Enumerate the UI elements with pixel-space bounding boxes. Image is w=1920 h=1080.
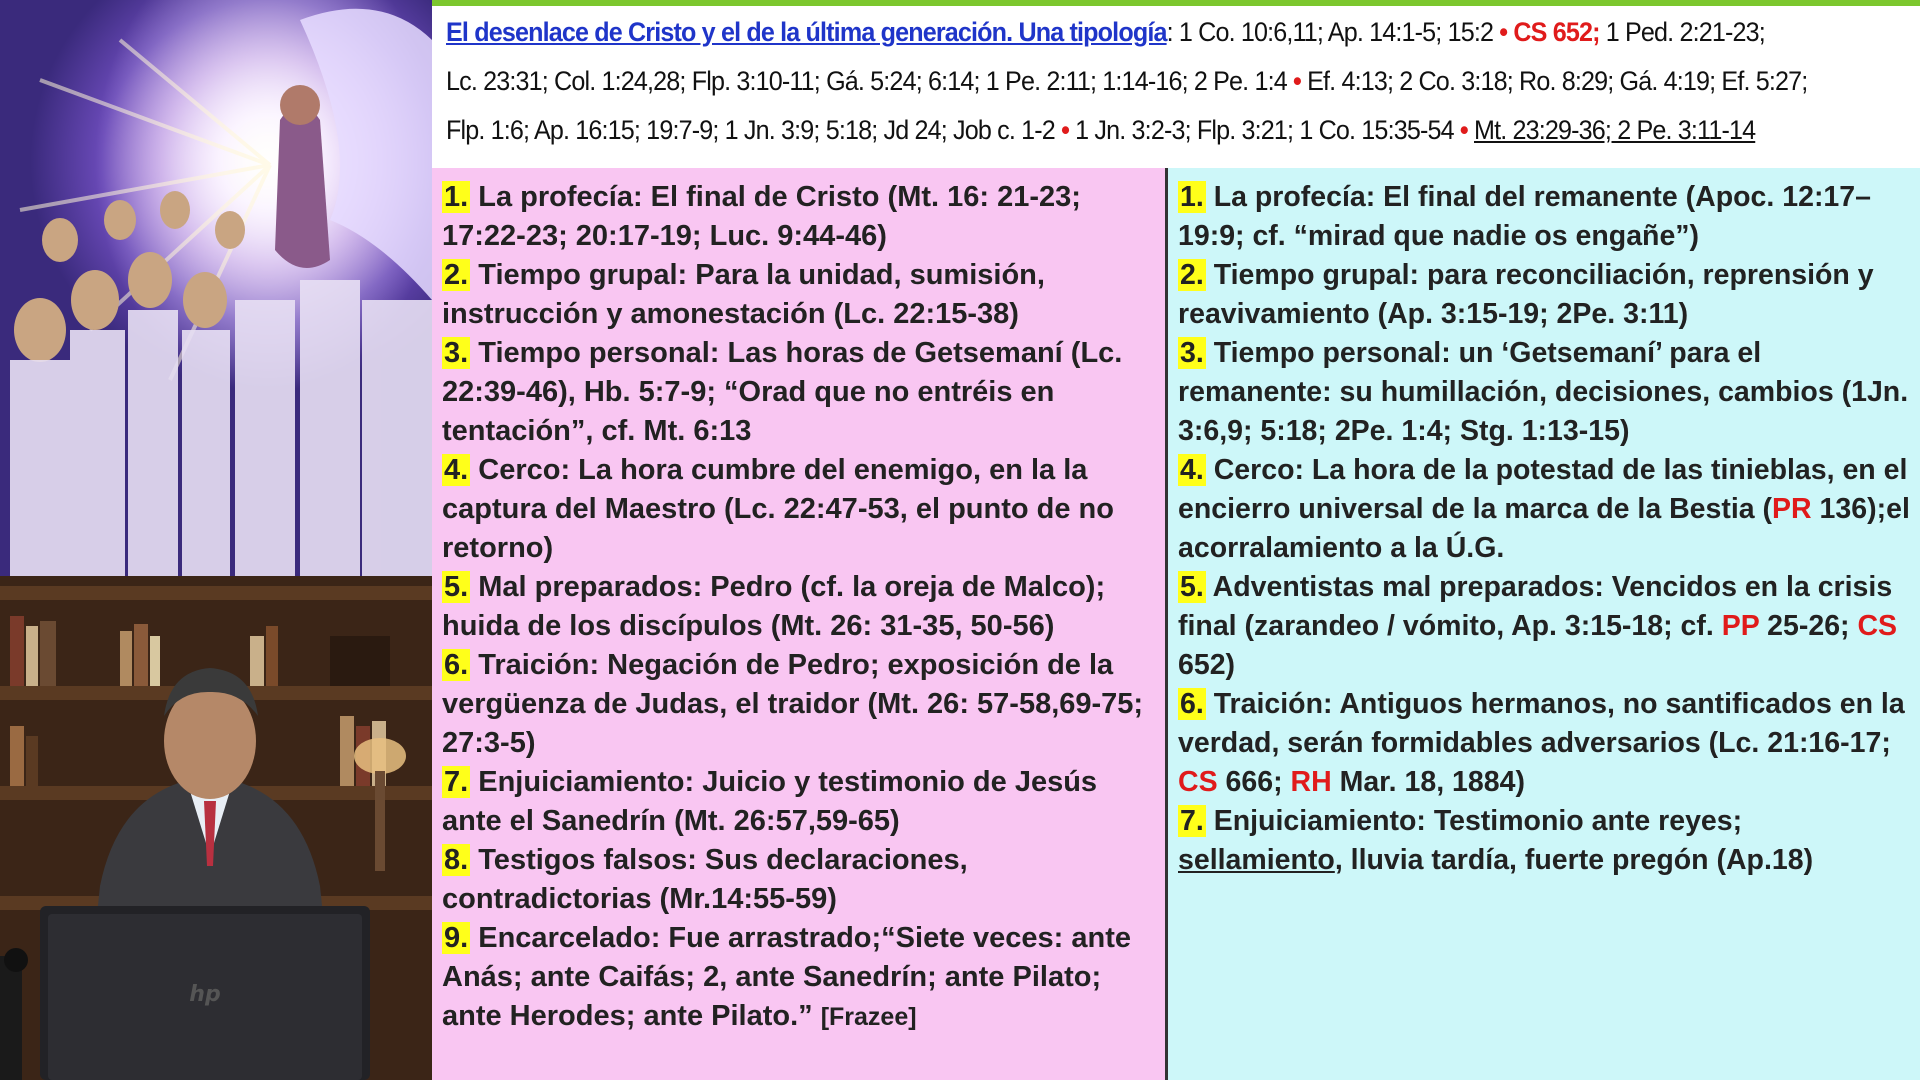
item-number: 7. <box>1180 805 1204 837</box>
item-number: 9. <box>444 922 469 954</box>
remnant-column <box>1168 168 1920 1080</box>
remnant-list <box>1168 168 1920 880</box>
laptop-logo: hp <box>189 982 221 1007</box>
item-text-cont: , lluvia tardía, fuerte pregón (Ap.18) <box>1334 844 1814 876</box>
pr-ref: PR <box>1772 493 1812 525</box>
list-item <box>442 568 1155 646</box>
source-citation: [Frazee] <box>820 1003 917 1031</box>
item-number: 7. <box>444 766 469 798</box>
item-text: Tiempo personal: Las horas de Getsemaní (Lc. 22:39-46), Hb. 5:7-9; “Orad que no entréis en tentación”, cf. Mt. 6:13 <box>442 337 1123 447</box>
cs-ref: CS <box>1178 766 1218 798</box>
cs-ref: CS <box>1857 610 1898 642</box>
item-number: 8. <box>444 844 469 876</box>
bullet-dot-4: • <box>1459 115 1468 145</box>
bullet-dot-2: • <box>1293 66 1301 96</box>
item-text: Cerco: La hora de la potestad de las tinieblas, en el encierro universal de la marca de la Bestia ( <box>1178 454 1908 525</box>
pp-ref: PP <box>1721 610 1760 642</box>
item-text-cont: 666; <box>1217 766 1291 798</box>
sealing-term: sellamiento <box>1178 844 1335 876</box>
list-item <box>1178 568 1910 685</box>
bullet-dot-3: • <box>1061 115 1070 145</box>
header-cs-ref: CS 652; <box>1513 17 1600 47</box>
item-number: 1. <box>444 181 469 213</box>
list-item <box>442 178 1155 256</box>
angel-painting-image <box>0 0 432 576</box>
list-item <box>1178 256 1910 334</box>
item-text-cont: 25-26; <box>1759 610 1858 642</box>
list-item <box>442 334 1155 451</box>
item-number: 2. <box>1180 259 1204 291</box>
item-number: 2. <box>444 259 469 291</box>
item-number: 6. <box>1180 688 1204 720</box>
header-refs-1: : 1 Co. 10:6,11; Ap. 14:1-5; 15:2 <box>1166 17 1500 47</box>
list-item <box>442 451 1155 568</box>
list-item <box>442 919 1155 1037</box>
header-refs-2a: Lc. 23:31; Col. 1:24,28; Flp. 3:10-11; Gá. 5:24; 6:14; 1 Pe. 2:11; 1:14-16; 2 Pe. 1:4 <box>446 66 1294 96</box>
list-item <box>1178 802 1910 880</box>
bullet-dot-1: • <box>1499 17 1508 47</box>
item-text: Encarcelado: Fue arrastrado;“Siete veces: ante Anás; ante Caifás; 2, ante Sanedrín; ante Pilato; ante Herodes; ante Pilato.” <box>442 922 1132 1032</box>
item-text: Testigos falsos: Sus declaraciones, contradictorias (Mr.14:55-59) <box>442 844 968 915</box>
item-number: 1. <box>1180 181 1204 213</box>
item-number: 6. <box>444 649 469 681</box>
rh-ref: RH <box>1290 766 1332 798</box>
item-number: 4. <box>1180 454 1204 486</box>
item-text: Enjuiciamiento: Testimonio ante reyes; <box>1213 805 1743 837</box>
item-text: Adventistas mal preparados: Vencidos en la crisis final (zarandeo / vómito, Ap. 3:15-18; cf. <box>1178 571 1893 642</box>
item-text: Traición: Antiguos hermanos, no santificados en la verdad, serán formidables adversarios (Lc. 21:16-17; <box>1178 688 1905 759</box>
item-text: Cerco: La hora cumbre del enemigo, en la la captura del Maestro (Lc. 22:47-53, el punto de no retorno) <box>442 454 1114 564</box>
list-item <box>1178 451 1910 568</box>
slide-header <box>446 8 1912 162</box>
slide-content <box>432 0 1920 1080</box>
top-accent-bar <box>432 0 1920 6</box>
list-item <box>1178 178 1910 256</box>
list-item <box>442 256 1155 334</box>
item-text-end: Mar. 18, 1884) <box>1331 766 1525 798</box>
item-text: Mal preparados: Pedro (cf. la oreja de Malco); huida de los discípulos (Mt. 26: 31-35, 50-56) <box>442 571 1106 642</box>
item-text-cont: 136);el acorralamiento a la Ú.G. <box>1178 493 1910 564</box>
list-item <box>442 841 1155 919</box>
christ-list <box>432 168 1165 1037</box>
item-text-end: 652) <box>1178 649 1236 681</box>
item-text: Tiempo personal: un ‘Getsemaní’ para el remanente: su humillación, decisiones, cambios (1Jn. 3:6,9; 5:18; 2Pe. 1:4; Stg. 1:13-15) <box>1178 337 1909 447</box>
list-item <box>1178 334 1910 451</box>
list-item <box>442 763 1155 841</box>
item-text: Enjuiciamiento: Juicio y testimonio de Jesús ante el Sanedrín (Mt. 26:57,59-65) <box>442 766 1098 837</box>
item-text: Tiempo grupal: para reconciliación, reprensión y reavivamiento (Ap. 3:15-19; 2Pe. 3:11) <box>1178 259 1874 330</box>
item-number: 4. <box>444 454 469 486</box>
christ-column <box>432 168 1168 1080</box>
header-refs-3b: 1 Jn. 3:2-3; Flp. 3:21; 1 Co. 15:35-54 <box>1069 115 1460 145</box>
item-text: Tiempo grupal: Para la unidad, sumisión, instrucción y amonestación (Lc. 22:15-38) <box>442 259 1045 330</box>
item-text: La profecía: El final de Cristo (Mt. 16: 21-23; 17:22-23; 20:17-19; Luc. 9:44-46) <box>442 181 1081 252</box>
item-number: 3. <box>1180 337 1204 369</box>
header-refs-3a: Flp. 1:6; Ap. 16:15; 19:7-9; 1 Jn. 3:9; 5:18; Jd 24; Job c. 1-2 <box>446 115 1062 145</box>
slide-title: El desenlace de Cristo y el de la última generación. Una tipología <box>446 17 1167 47</box>
presenter-video <box>0 576 432 1080</box>
item-text: Traición: Negación de Pedro; exposición de la vergüenza de Judas, el traidor (Mt. 26: 57-58,69-75; 27:3-5) <box>442 649 1144 759</box>
item-number: 5. <box>1180 571 1204 603</box>
item-number: 5. <box>444 571 469 603</box>
header-refs-3c: Mt. 23:29-36; 2 Pe. 3:11-14 <box>1473 115 1756 145</box>
list-item <box>442 646 1155 763</box>
header-refs-1b: 1 Ped. 2:21-23; <box>1599 17 1765 47</box>
item-number: 3. <box>444 337 469 369</box>
header-refs-2b: Ef. 4:13; 2 Co. 3:18; Ro. 8:29; Gá. 4:19; Ef. 5:27; <box>1300 66 1808 96</box>
left-media-pane <box>0 0 432 1080</box>
item-text: La profecía: El final del remanente (Apoc. 12:17–19:9; cf. “mirad que nadie os engañe”) <box>1178 181 1871 252</box>
list-item <box>1178 685 1910 802</box>
